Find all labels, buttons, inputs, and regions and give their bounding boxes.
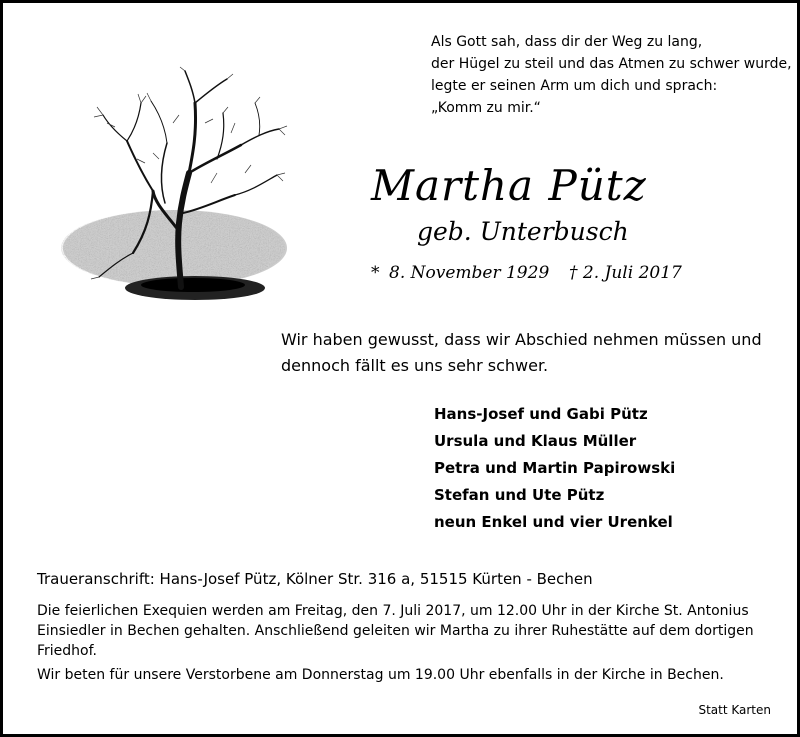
family-member: Hans-Josef und Gabi Pütz [434, 405, 648, 423]
funeral-address: Traueranschrift: Hans-Josef Pütz, Kölner Str. 316 a, 51515 Kürten - Bechen [37, 570, 593, 588]
family-list [434, 401, 675, 536]
intro-line: dennoch fällt es uns sehr schwer. [281, 356, 549, 375]
intro-line: Wir haben gewusst, dass wir Abschied nehmen müssen und [281, 330, 762, 349]
birth-symbol: * [371, 263, 380, 283]
family-member: Petra und Martin Papirowski [434, 459, 676, 477]
service-line: Einsiedler in Bechen gehalten. Anschließend geleiten wir Martha zu ihrer Ruhestätte auf dem dortigen [37, 623, 754, 639]
prayer-text: Wir beten für unsere Verstorbene am Donnerstag um 19.00 Uhr ebenfalls in der Kirche in Bechen. [37, 667, 724, 683]
death-date: † 2. Juli 2017 [569, 263, 682, 283]
poem-line: der Hügel zu steil und das Atmen zu schwer wurde, [431, 56, 792, 72]
poem-line: legte er seinen Arm um dich und sprach: [431, 78, 718, 94]
statt-karten-note: Statt Karten [698, 703, 771, 717]
deceased-name: Martha Pütz [371, 161, 647, 210]
family-member: Stefan und Ute Pütz [434, 486, 605, 504]
intro-text [281, 327, 769, 379]
service-line: Die feierlichen Exequien werden am Freitag, den 7. Juli 2017, um 12.00 Uhr in der Kirche St. Antonius [37, 603, 749, 619]
poem [431, 31, 791, 119]
service-line: Friedhof. [37, 643, 97, 659]
family-member: Ursula und Klaus Müller [434, 432, 637, 450]
maiden-name: geb. Unterbusch [417, 217, 629, 246]
birth-date: 8. November 1929 [389, 263, 550, 283]
family-member: neun Enkel und vier Urenkel [434, 513, 673, 531]
poem-line: Als Gott sah, dass dir der Weg zu lang, [431, 34, 703, 50]
service-text [37, 601, 773, 661]
bare-tree-icon [55, 63, 315, 323]
poem-line: „Komm zu mir.“ [431, 100, 541, 116]
